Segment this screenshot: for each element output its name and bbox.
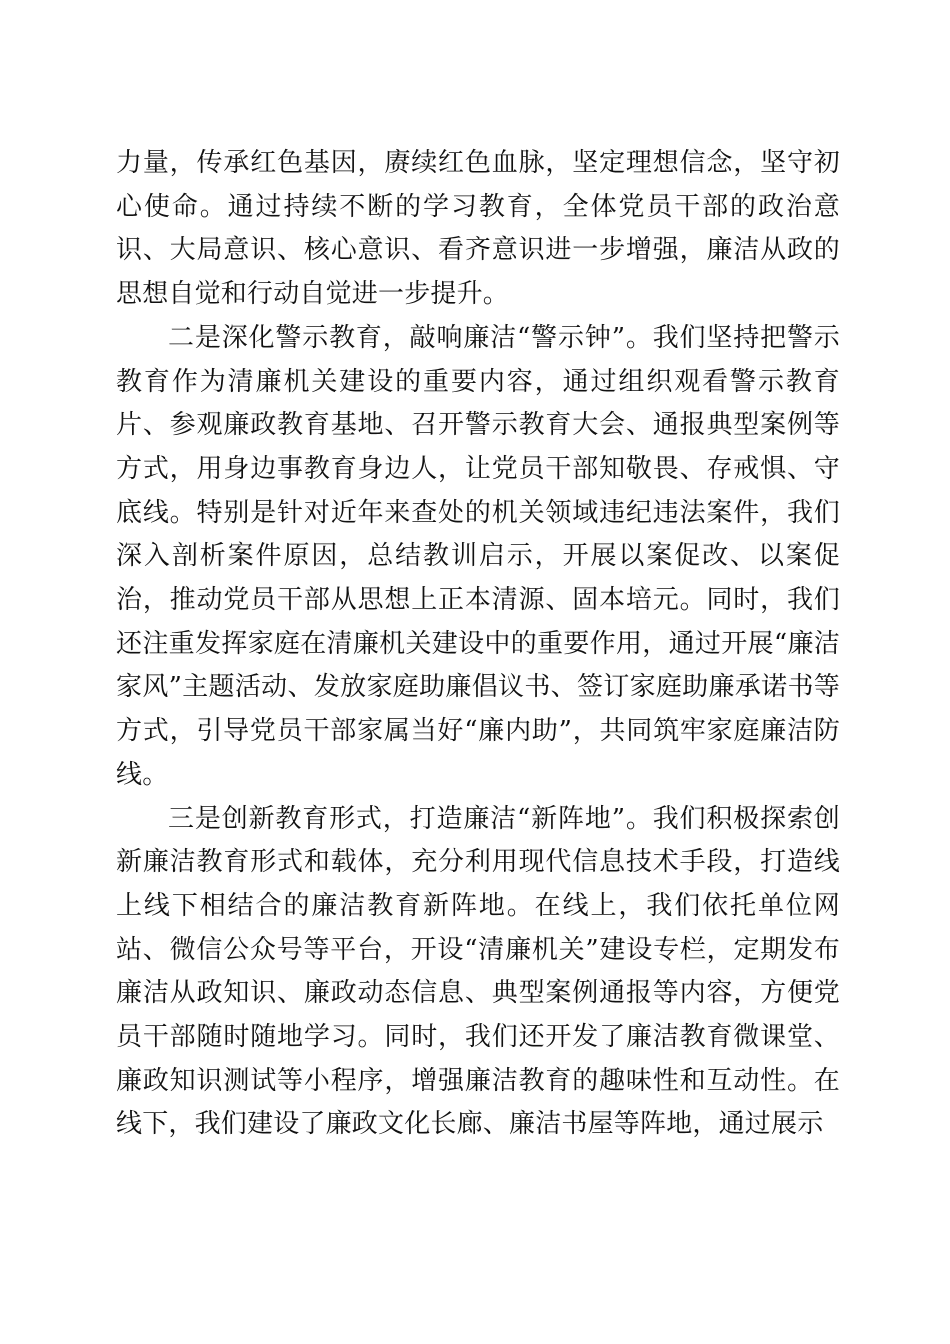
paragraph-warning-education: 二是深化警示教育，敲响廉洁“警示钟”。我们坚持把警示教育作为清廉机关建设的重要内容，通过组织观看警示教育片、参观廉政教育基地、召开警示教育大会、通报典型案例等方式，用身边事教育身边人，让党员干部知敬畏、存戒惧、守底线。特别是针对近年来查处的机关领域违纪违法案件，我们深入剖析案件原因，总结教训启示，开展以案促改、以案促治，推动党员干部从思想上正本清源、固本培元。同时，我们还注重发挥家庭在清廉机关建设中的重要作用，通过开展“廉洁家风”主题活动、发放家庭助廉倡议书、签订家庭助廉承诺书等方式，引导党员干部家属当好“廉内助”，共同筑牢家庭廉洁防线。 (116, 322, 840, 790)
paragraph-continuation: 力量，传承红色基因，赓续红色血脉，坚定理想信念，坚守初心使命。通过持续不断的学习教育，全体党员干部的政治意识、大局意识、核心意识、看齐意识进一步增强，廉洁从政的思想自觉和行动自觉进一步提升。 (116, 148, 840, 310)
paragraph-innovative-education: 三是创新教育形式，打造廉洁“新阵地”。我们积极探索创新廉洁教育形式和载体，充分利用现代信息技术手段，打造线上线下相结合的廉洁教育新阵地。在线上，我们依托单位网站、微信公众号等平台，开设“清廉机关”建设专栏，定期发布廉洁从政知识、廉政动态信息、典型案例通报等内容，方便党员干部随时随地学习。同时，我们还开发了廉洁教育微课堂、廉政知识测试等小程序，增强廉洁教育的趣味性和互动性。在线下，我们建设了廉政文化长廊、廉洁书屋等阵地，通过展示 (116, 803, 840, 1140)
document-body (116, 142, 840, 1147)
